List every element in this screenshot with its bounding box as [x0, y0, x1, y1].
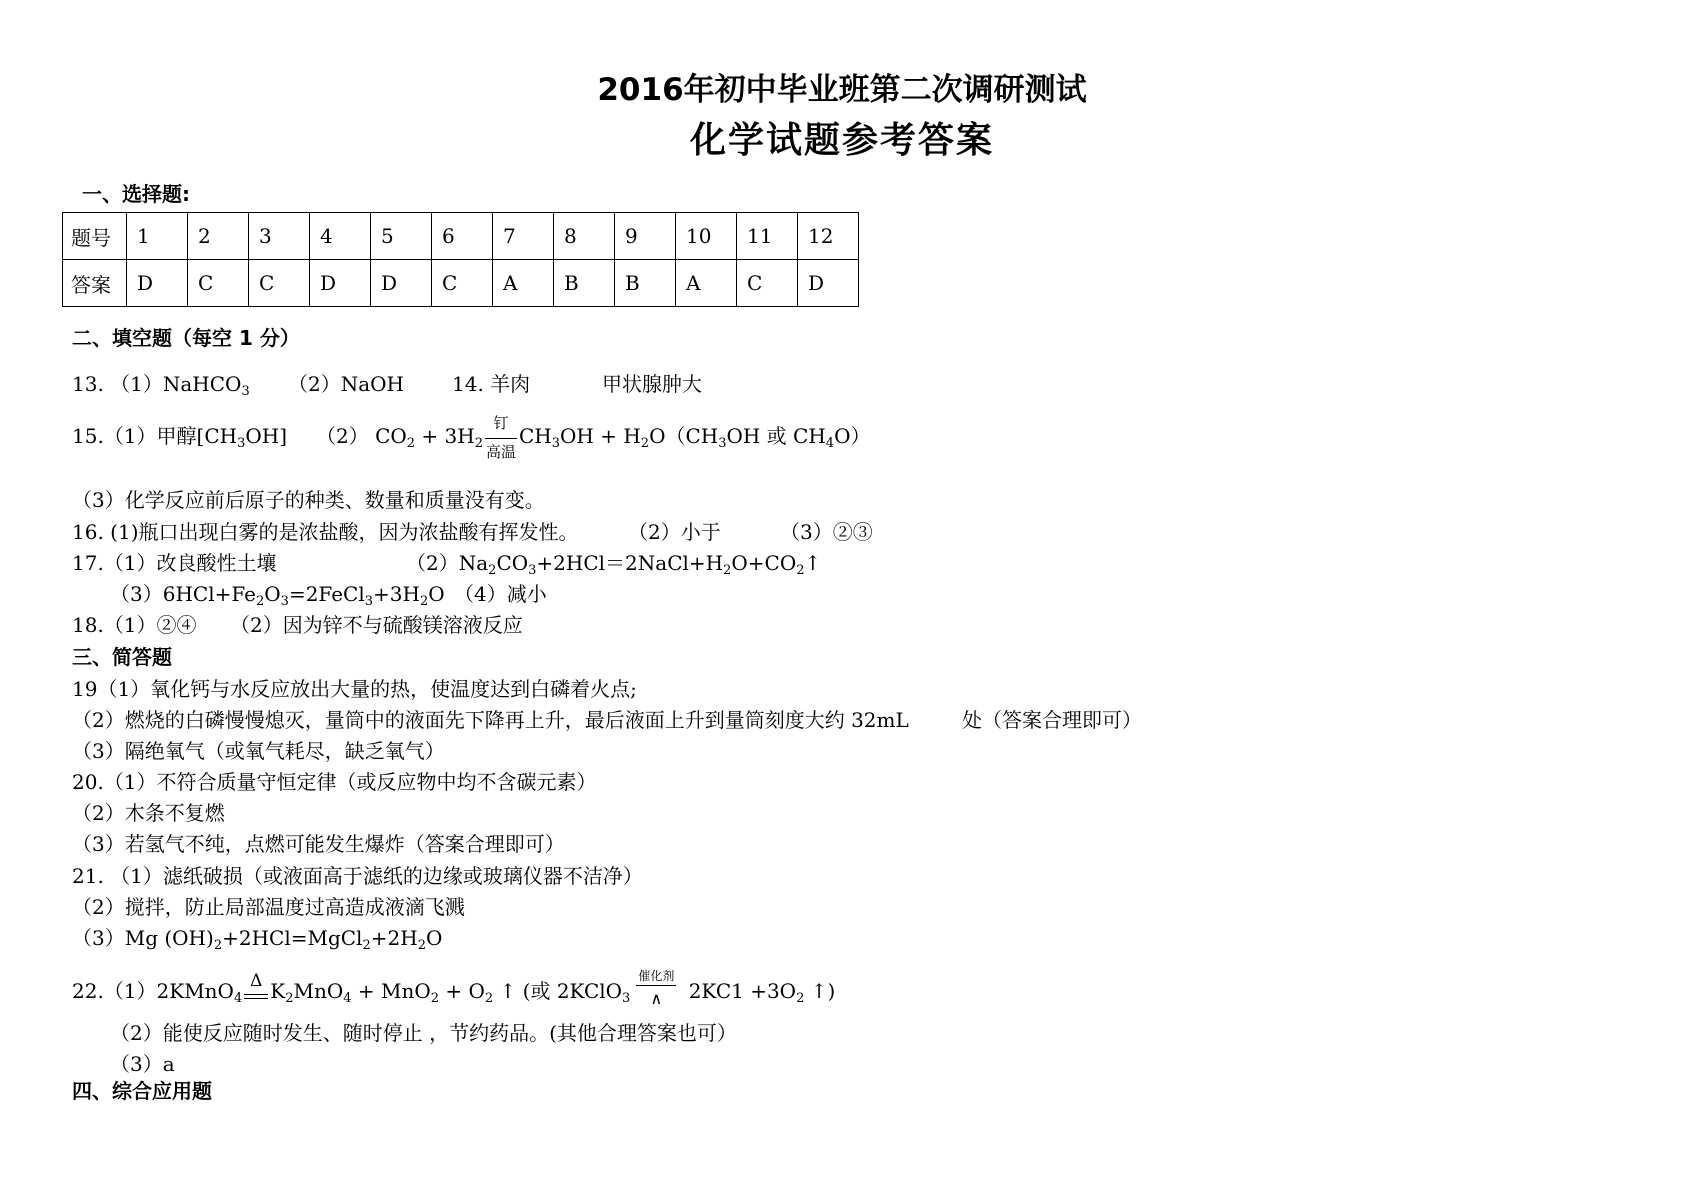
number-cell: 12 [798, 213, 859, 260]
answer-q14-2: 甲状腺肿大 [602, 372, 702, 396]
number-cell: 6 [432, 213, 493, 260]
answer-q15-2-equation: （2） $CO_2 + 3H_2$ 钉 高温 $CH_3OH + H_2O(CH_3OH$ 或 $CH_4O$） [316, 413, 871, 461]
section-choice-title: 一、选择题: [82, 182, 190, 206]
answer-q16-2: （2）小于 [628, 520, 721, 544]
answer-q22-2: （2）能使反应随时发生、随时停止 ，节约药品。(其他合理答案也可） [110, 1021, 737, 1045]
answer-q22-3: （3）a [110, 1052, 175, 1076]
reaction-condition: 钉 高温 [485, 413, 516, 461]
answer-q22-1-equation: 22.（1）2KMnO$_4$ Δ $K_2MnO_4 + MnO_2 + O_2$ ↑ (或 2KClO$_3$ 催化剂 ∧ $2KC1 +3O_2$ ↑) [72, 968, 836, 1008]
number-cell: 9 [615, 213, 676, 260]
answer-q17-3: $(3)6HCl+Fe_2O_3=2FeCl_3+3H_2O$ [110, 582, 445, 609]
number-cell: 10 [676, 213, 737, 260]
answer-cell: D [371, 260, 432, 307]
answer-q16-3: （3）②③ [780, 520, 873, 544]
answer-cell: B [615, 260, 676, 307]
answer-q17-4: （4）减小 [454, 582, 547, 606]
answer-q19-2: （2）燃烧的白磷慢慢熄灭，量筒中的液面先下降再上升，最后液面上升到量筒刻度大约 32mL [72, 708, 909, 732]
answer-q15-3: （3）化学反应前后原子的种类、数量和质量没有变。 [72, 488, 545, 512]
heat-condition: Δ [242, 983, 270, 1003]
number-cell: 1 [127, 213, 188, 260]
answer-cell: C [249, 260, 310, 307]
answer-q20-2: （2）木条不复燃 [72, 801, 225, 825]
number-cell: 2 [188, 213, 249, 260]
number-cell: 4 [310, 213, 371, 260]
answer-cell: D [798, 260, 859, 307]
number-cell: 7 [493, 213, 554, 260]
answer-cell: D [310, 260, 371, 307]
answer-q21-1: 21. （1）滤纸破损（或液面高于滤纸的边缘或玻璃仪器不洁净） [72, 864, 643, 888]
answer-q21-2: （2）搅拌，防止局部温度过高造成液滴飞溅 [72, 895, 465, 919]
number-cell: 3 [249, 213, 310, 260]
answer-q20-1: 20.（1）不符合质量守恒定律（或反应物中均不含碳元素） [72, 770, 597, 794]
answer-q19-3: （3）隔绝氧气（或氧气耗尽，缺乏氧气） [72, 739, 445, 763]
page-title: 2016年初中毕业班第二次调研测试 [597, 72, 1087, 108]
answer-q18-1: 18.（1）②④ [72, 613, 197, 637]
catalyst-condition: 催化剂 ∧ [638, 968, 675, 1008]
answer-table [62, 212, 859, 307]
answer-cell: B [554, 260, 615, 307]
header-label-cell: 题号 [63, 213, 127, 260]
page-subtitle: 化学试题参考答案 [689, 120, 994, 161]
section-comprehensive-title: 四、综合应用题 [72, 1079, 212, 1103]
answer-q13-1: 13. （1）NaHCO$_3$ [72, 372, 250, 399]
answer-q13-2: （2）NaOH [288, 372, 404, 396]
answer-q18-2: （2）因为锌不与硫酸镁溶液反应 [230, 613, 523, 637]
answer-cell: A [676, 260, 737, 307]
answer-cell: A [493, 260, 554, 307]
answer-q17-2: $(2)Na_2CO_3+2HCl=2NaCl+H_2O+CO_2↑$ [406, 551, 822, 578]
answer-q19-2-note: 处（答案合理即可） [962, 708, 1142, 732]
answer-q19-1: 19（1）氧化钙与水反应放出大量的热，使温度达到白磷着火点; [72, 677, 637, 701]
section-fill-title: 二、填空题（每空 1 分） [72, 326, 300, 350]
answer-cell: C [188, 260, 249, 307]
section-short-answer-title: 三、简答题 [72, 645, 172, 669]
number-cell: 5 [371, 213, 432, 260]
answer-q14-1: 14. 羊肉 [452, 372, 531, 396]
table-row-numbers [63, 213, 859, 260]
answer-label-cell: 答案 [63, 260, 127, 307]
answer-q16-1: 16. (1)瓶口出现白雾的是浓盐酸，因为浓盐酸有挥发性。 [72, 520, 579, 544]
answer-cell: D [127, 260, 188, 307]
answer-cell: C [432, 260, 493, 307]
number-cell: 11 [737, 213, 798, 260]
answer-q21-3: （3）Mg $(OH)_2+2HCl=MgCl_2+2H_2O$ [72, 926, 443, 953]
answer-q17-1: 17.（1）改良酸性土壤 [72, 551, 277, 575]
table-row-answers [63, 260, 859, 307]
answer-q20-3: （3）若氢气不纯，点燃可能发生爆炸（答案合理即可） [72, 832, 565, 856]
number-cell: 8 [554, 213, 615, 260]
answer-cell: C [737, 260, 798, 307]
answer-q15-1: 15.（1）甲醇$[CH_3OH]$ [72, 424, 287, 451]
